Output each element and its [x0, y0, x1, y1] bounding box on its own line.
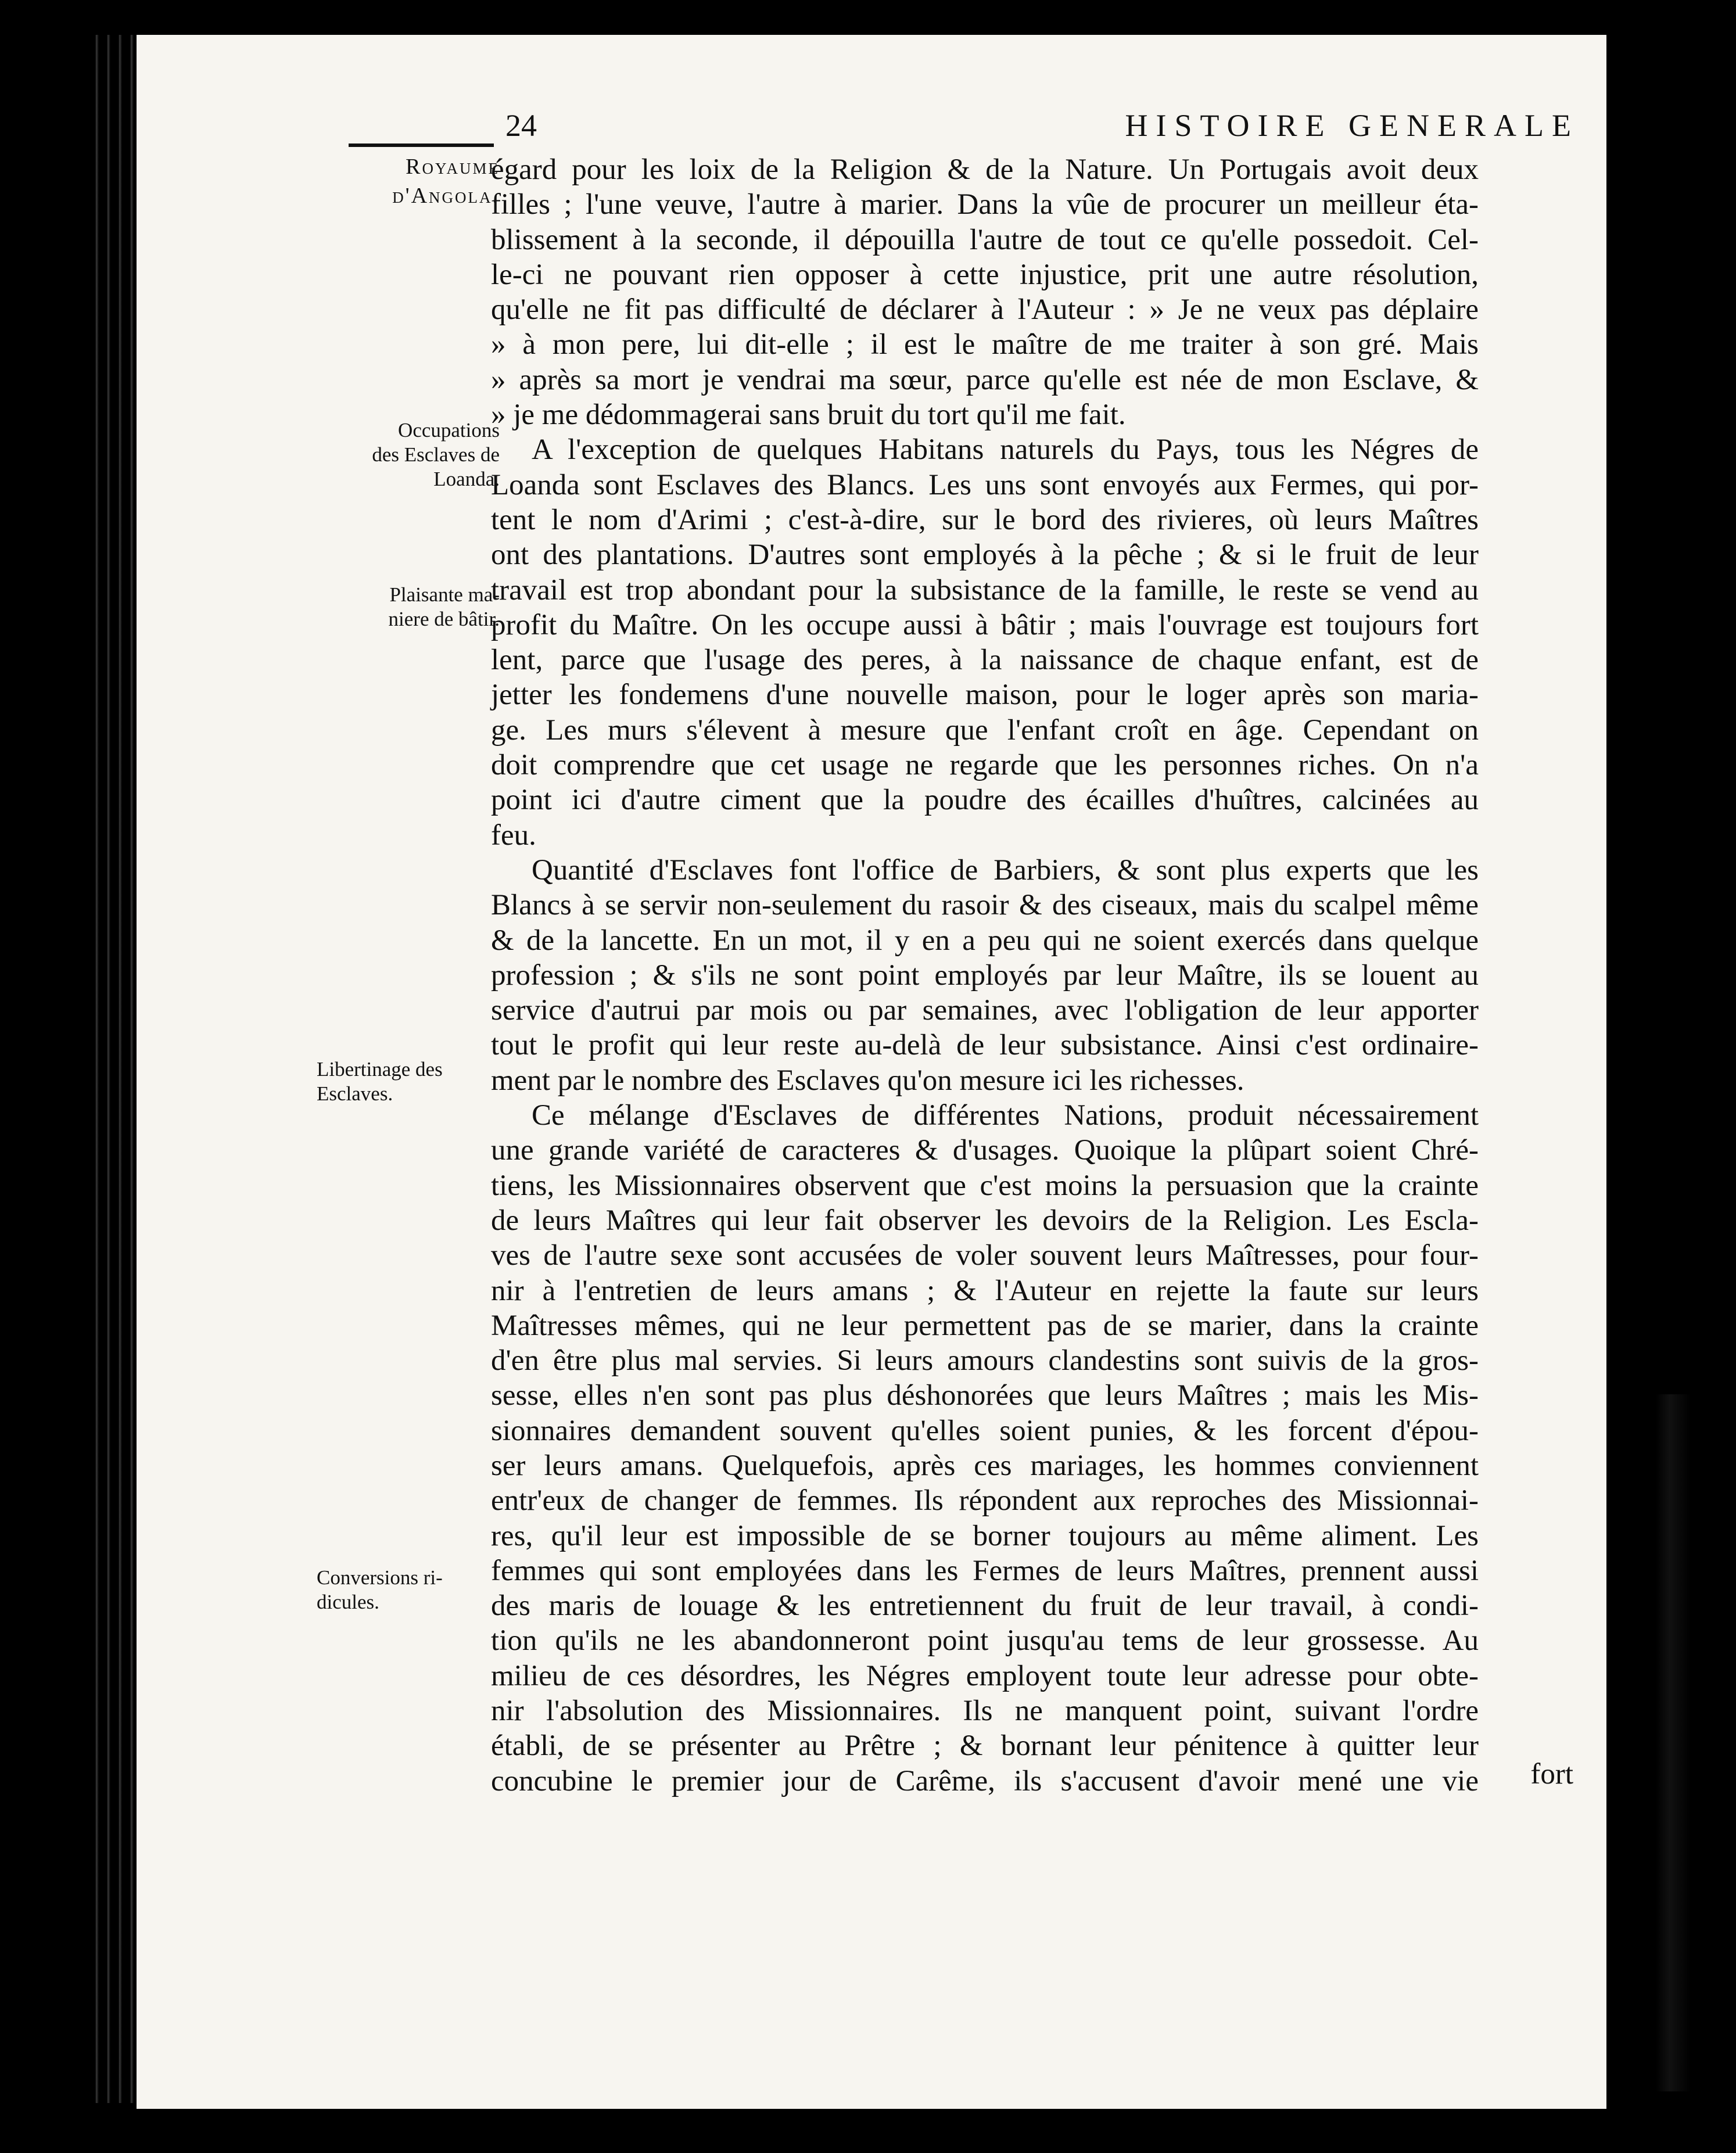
text-line: nir l'absolution des Missionnaires. Ils ne manquent point, suivant l'ordre	[491, 1695, 1479, 1728]
text-line: feu.	[491, 819, 536, 852]
margin-note-line: Libertinage des	[317, 1058, 443, 1081]
catchword: fort	[1530, 1758, 1573, 1790]
text-line-content: A l'exception de quelques Habitans naturels du Pays, tous les Négres de	[532, 433, 1479, 467]
text-line: ge. Les murs s'élevent à mesure que l'enfant croît en âge. Cependant on	[491, 713, 1479, 747]
text-line: égard pour les loix de la Religion & de la Nature. Un Portugais avoit deux	[491, 153, 1479, 186]
text-line: profit du Maître. On les occupe aussi à bâtir ; mais l'ouvrage est toujours fort	[491, 608, 1479, 641]
text-line: d'en être plus mal servies. Si leurs amours clandestins sont suivis de la gros-	[491, 1344, 1479, 1377]
text-line: nir à l'entretien de leurs amans ; & l'Auteur en rejette la faute sur leurs	[491, 1274, 1479, 1307]
text-line: » après sa mort je vendrai ma sœur, parce qu'elle est née de mon Esclave, &	[491, 363, 1479, 396]
page-edge-shadow	[1656, 1394, 1691, 2091]
text-line: ves de l'autre sexe sont accusées de voler souvent leurs Maîtresses, pour four-	[491, 1239, 1479, 1272]
text-line: milieu de ces désordres, les Négres employent toute leur adresse pour obte-	[491, 1659, 1479, 1692]
margin-note-libertinage	[317, 1057, 503, 1106]
text-line-content: Ce mélange d'Esclaves de différentes Nations, produit nécessairement	[532, 1099, 1479, 1132]
text-line: ser leurs amans. Quelquefois, après ces mariages, les hommes conviennent	[491, 1449, 1479, 1482]
running-title: HISTOIRE GENERALE	[1125, 108, 1579, 143]
text-line: lent, parce que l'usage des peres, à la naissance de chaque enfant, est de	[491, 644, 1479, 677]
text-line: jetter les fondemens d'une nouvelle maison, pour le loger après son mariа-	[491, 679, 1479, 712]
text-line: de leurs Maîtres qui leur fait observer les devoirs de la Religion. Les Escla-	[491, 1204, 1479, 1237]
text-line: entr'eux de changer de femmes. Ils répondent aux reproches des Missionnai-	[491, 1484, 1479, 1517]
text-line: Maîtresses mêmes, qui ne leur permettent pas de se marier, dans la crainte	[491, 1309, 1479, 1342]
text-line: res, qu'il leur est impossible de se borner toujours au même aliment. Les	[491, 1519, 1479, 1552]
text-line: des maris de louage & les entretiennent du fruit de leur travail, à condi-	[491, 1589, 1479, 1623]
text-line	[491, 432, 1479, 467]
text-line-content: Quantité d'Esclaves font l'office de Barbiers, & sont plus experts que les	[532, 853, 1479, 887]
text-line	[491, 853, 1479, 888]
text-line: ment par le nombre des Esclaves qu'on mesure ici les richesses.	[491, 1064, 1244, 1097]
text-line: profession ; & s'ils ne sont point employés par leur Maître, ils se louent au	[491, 959, 1479, 992]
body-text	[491, 152, 1479, 1799]
margin-note-line: Esclaves.	[317, 1082, 393, 1105]
margin-note-conversions	[317, 1566, 503, 1614]
text-line: » à mon pere, lui dit-elle ; il est le maître de me traiter à son gré. Mais	[491, 328, 1479, 361]
text-line: Loanda sont Esclaves des Blancs. Les uns sont envoyés aux Fermes, qui por-	[491, 468, 1479, 501]
text-line: Blancs à se servir non-seulement du rasoir & des ciseaux, mais du scalpel même	[491, 889, 1479, 922]
text-line: tout le profit qui leur reste au-delà de leur subsistance. Ainsi c'est ordinaire-	[491, 1029, 1479, 1062]
text-line: tiens, les Missionnaires observent que c'est moins la persuasion que la crainte	[491, 1169, 1479, 1202]
text-line: femmes qui sont employées dans les Fermes de leurs Maîtres, prennent aussi	[491, 1554, 1479, 1587]
margin-note-line: niere de bâtir.	[388, 608, 500, 630]
margin-note-line: Conversions ri-	[317, 1566, 443, 1589]
side-heading-rule	[349, 143, 494, 147]
margin-note-occupations	[314, 418, 500, 491]
text-line: le-ci ne pouvant rien opposer à cette injustice, prit une autre résolution,	[491, 258, 1479, 291]
margin-note-batir	[314, 583, 500, 631]
text-line: filles ; l'une veuve, l'autre à marier. Dans la vûe de procurer un meilleur éta-	[491, 188, 1479, 221]
text-line: ont des plantations. D'autres sont employés à la pêche ; & si le fruit de leur	[491, 539, 1479, 572]
side-heading-line: d'Angola.	[392, 184, 500, 208]
text-line: blissement à la seconde, il dépouilla l'autre de tout ce qu'elle possedoit. Cel-	[491, 223, 1479, 256]
text-line: tent le nom d'Arimi ; c'est-à-dire, sur le bord des rivieres, où leurs Maîtres	[491, 503, 1479, 536]
text-line: doit comprendre que cet usage ne regarde que les personnes riches. On n'a	[491, 749, 1479, 782]
text-line: service d'autrui par mois ou par semaines, avec l'obligation de leur apporter	[491, 994, 1479, 1027]
text-line: point ici d'autre ciment que la poudre des écailles d'huîtres, calcinées au	[491, 784, 1479, 817]
text-line: sionnaires demandent souvent qu'elles soient punies, & les forcent d'épou-	[491, 1414, 1479, 1447]
text-line: concubine le premier jour de Carême, ils s'accusent d'avoir mené une vie	[491, 1764, 1479, 1797]
page-number: 24	[505, 108, 537, 143]
text-line: & de la lancette. En un mot, il y en a peu qui ne soient exercés dans quelque	[491, 924, 1479, 957]
text-line	[491, 1098, 1479, 1133]
margin-note-line: Occupations	[398, 419, 500, 442]
text-line: sesse, elles n'en sont pas plus déshonorées que leurs Maîtres ; mais les Mis-	[491, 1379, 1479, 1412]
side-heading	[325, 152, 500, 210]
text-line: tion qu'ils ne les abandonneront point jusqu'au tems de leur grossesse. Au	[491, 1624, 1479, 1657]
margin-note-line: Plaisante ma-	[389, 583, 500, 606]
margin-note-line: des Esclaves de	[372, 443, 500, 466]
text-line: travail est trop abondant pour la subsistance de la famille, le reste se vend au	[491, 573, 1479, 607]
text-line: qu'elle ne fit pas difficulté de déclarer à l'Auteur : » Je ne veux pas déplaire	[491, 293, 1479, 326]
text-line: » je me dédommagerai sans bruit du tort qu'il me fait.	[491, 399, 1126, 432]
margin-note-line: dicules.	[317, 1591, 379, 1613]
side-heading-line: Royaume	[406, 155, 500, 179]
text-line: une grande variété de caracteres & d'usages. Quoique la plûpart soient Chré-	[491, 1134, 1479, 1167]
text-line: établi, de se présenter au Prêtre ; & bornant leur pénitence à quitter leur	[491, 1729, 1479, 1763]
margin-note-line: Loanda.	[433, 468, 500, 490]
